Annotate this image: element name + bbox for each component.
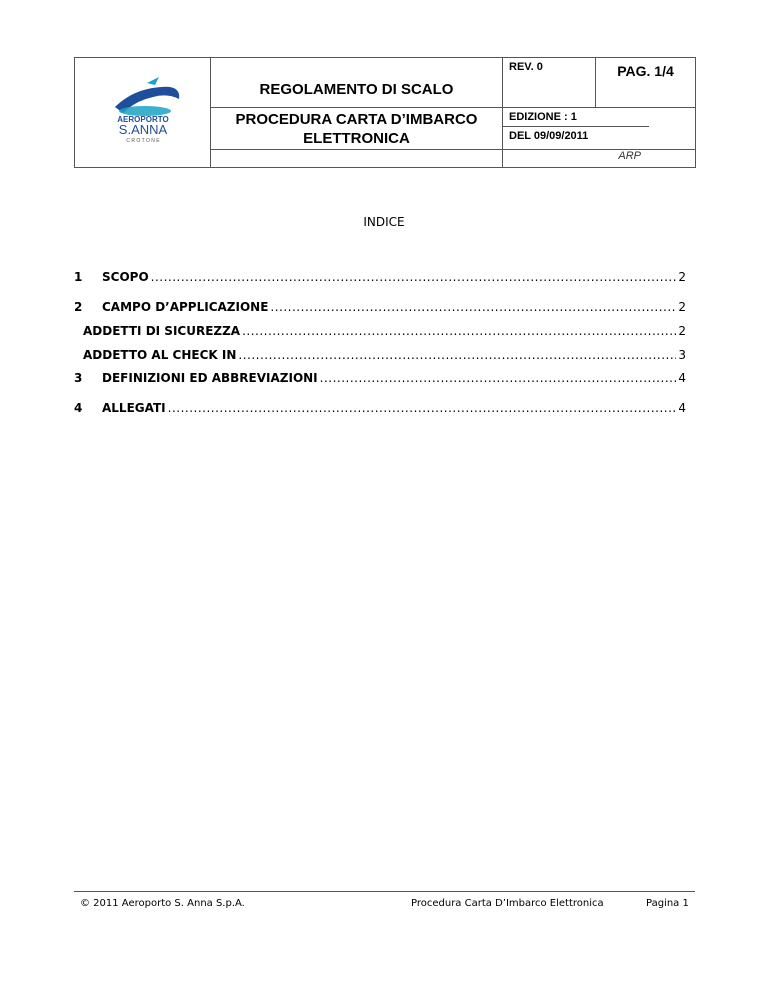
toc-item-addetto-check-in[interactable]	[83, 348, 686, 364]
toc-title: ADDETTI DI SICUREZZA	[83, 324, 241, 338]
toc-leader	[242, 324, 676, 338]
toc-leader	[238, 348, 676, 362]
footer-copyright: © 2011 Aeroporto S. Anna S.p.A.	[80, 898, 245, 909]
toc-item-allegati[interactable]	[74, 401, 686, 417]
toc-leader	[151, 270, 677, 284]
toc-number: 1	[74, 270, 83, 284]
toc-title: ALLEGATI	[102, 401, 166, 415]
document-title: REGOLAMENTO DI SCALO	[211, 58, 503, 108]
page-count: PAG. 1/4	[596, 58, 696, 108]
footer-divider	[74, 891, 695, 892]
logo-bird	[147, 77, 159, 85]
toc-item-campo[interactable]	[74, 300, 686, 316]
toc-page: 3	[678, 348, 686, 362]
revision-label: REV. 0	[503, 58, 596, 108]
procedure-title	[211, 108, 503, 150]
logo-cell	[75, 58, 211, 168]
toc-page: 4	[678, 371, 686, 385]
toc-leader	[168, 401, 677, 415]
edition-date: DEL 09/09/2011	[509, 130, 589, 142]
header-table	[74, 57, 696, 168]
toc-page: 2	[678, 270, 686, 284]
toc-leader	[320, 371, 677, 385]
toc-title: ADDETTO AL CHECK IN	[83, 348, 237, 362]
toc-item-addetti-sicurezza[interactable]	[83, 324, 686, 340]
toc-page: 4	[678, 401, 686, 415]
logo-line3: C R O T O N E	[125, 138, 160, 143]
index-heading: INDICE	[363, 215, 405, 229]
toc-title: DEFINIZIONI ED ABBREVIAZIONI	[102, 371, 318, 385]
toc-number: 4	[74, 401, 83, 415]
airport-logo	[101, 77, 185, 143]
logo-line2: S.ANNA	[118, 122, 167, 137]
footer-document-name: Procedura Carta D’Imbarco Elettronica	[411, 898, 604, 909]
toc-number: 2	[74, 300, 83, 314]
toc-page: 2	[678, 324, 686, 338]
toc-item-definizioni[interactable]	[74, 371, 686, 387]
toc-page: 2	[678, 300, 686, 314]
toc-number: 3	[74, 371, 83, 385]
procedure-title-line2: ELETTRONICA	[303, 129, 410, 147]
logo-line1: AEROPORTO	[116, 115, 169, 124]
empty-cell	[211, 150, 503, 168]
toc-title: CAMPO D’APPLICAZIONE	[102, 300, 269, 314]
toc-title: SCOPO	[102, 270, 149, 284]
toc-leader	[270, 300, 676, 314]
edition-cell	[503, 108, 696, 150]
procedure-title-line1: PROCEDURA CARTA D’IMBARCO	[235, 110, 478, 128]
arp-label: ARP	[503, 150, 696, 168]
toc-item-scopo[interactable]	[74, 270, 686, 286]
edition-label: EDIZIONE : 1	[503, 108, 649, 127]
footer-page-number: Pagina 1	[646, 898, 689, 909]
